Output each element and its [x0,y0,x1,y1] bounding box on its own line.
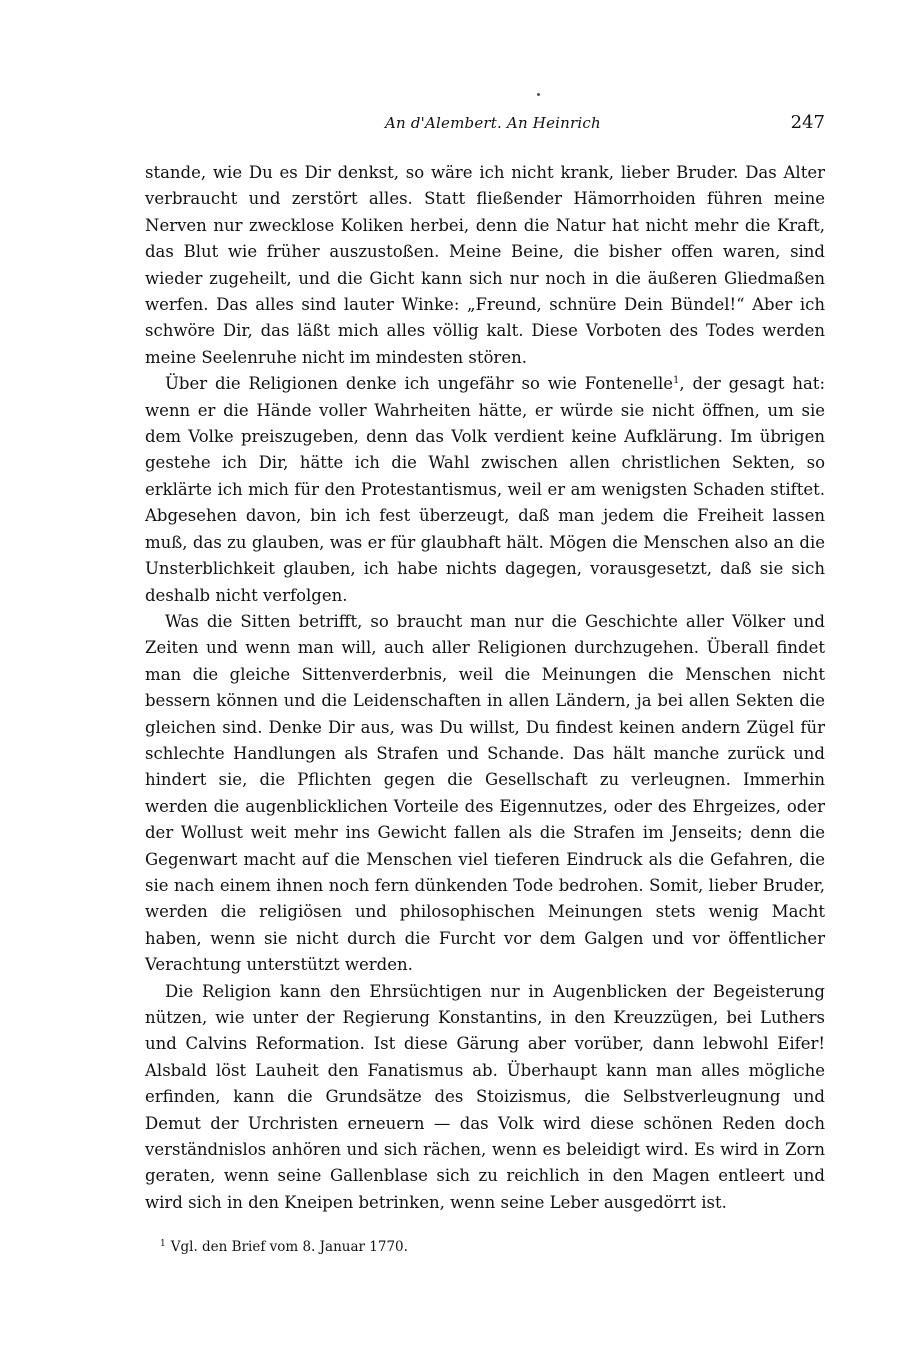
page-number: 247 [790,112,825,133]
footnote-reference: 1 [673,375,680,387]
body-text [145,160,825,1216]
running-title: An d'Alembert. An Heinrich [385,114,601,132]
footnote-text: Vgl. den Brief vom 8. Januar 1770. [170,1239,408,1255]
paragraph-4: Die Religion kann den Ehrsüchtigen nur in Augenblicken der Begeisterung nützen, wie unter der Regierung Konstantins, in den Kreuzzügen, bei Luthers und Calvins Reformation. Ist diese Gärung aber vorüber, dann lebwohl Eifer! Alsbald löst Lauheit den Fanatismus ab. Überhaupt kann man alles mögliche erfinden, kann die Grundsätze des Stoizismus, die Selbstverleugnung und Demut der Urchristen erneuern — das Volk wird diese schönen Reden doch verständnislos anhören und sich rächen, wenn es beleidigt wird. Es wird in Zorn geraten, wenn seine Gallenblase sich zu reichlich in den Magen entleert und wird sich in den Kneipen betrinken, wenn seine Leber ausgedörrt ist. [145,981,825,1212]
paragraph-1: stande, wie Du es Dir denkst, so wäre ich nicht krank, lieber Bruder. Das Alter verbraucht und zerstört alles. Statt fließender Hämorrhoiden führen meine Nerven nur zwecklose Koliken herbei, denn die Natur hat nicht mehr die Kraft, das Blut wie früher auszustoßen. Meine Beine, die bisher offen waren, sind wieder zugeheilt, und die Gicht kann sich nur noch in die äußeren Gliedmaßen werfen. Das alles sind lauter Winke: „Freund, schnüre Dein Bündel!“ Aber ich schwöre Dir, das läßt mich alles völlig kalt. Diese Vorboten des Todes werden meine Seelenruhe nicht im mindesten stören. [145,163,825,367]
footnote [160,1238,760,1256]
paragraph-2 [145,371,825,609]
scan-speck [537,93,540,96]
footnote-marker: 1 [160,1239,166,1249]
paragraph-3: Was die Sitten betrifft, so braucht man nur die Geschichte aller Völker und Zeiten und wenn man will, auch aller Religionen durchzugehen. Überall findet man die gleiche Sittenverderbnis, weil die Meinungen die Menschen nicht bessern können und die Leidenschaften in allen Ländern, ja bei allen Sekten die gleichen sind. Denke Dir aus, was Du willst, Du findest keinen andern Zügel für schlechte Handlungen als Strafen und Schande. Das hält manche zurück und hindert sie, die Pflichten gegen die Gesellschaft zu verleugnen. Immerhin werden die augenblicklichen Vorteile des Eigennutzes, oder des Ehrgeizes, oder der Wollust weit mehr ins Gewicht fallen als die Strafen im Jenseits; denn die Gegenwart macht auf die Menschen viel tieferen Eindruck als die Gefahren, die sie nach einem ihnen noch fern dünkenden Tode bedrohen. Somit, lieber Bruder, werden die religiösen und philosophischen Meinungen stets wenig Macht haben, wenn sie nicht durch die Furcht vor dem Galgen und vor öffentlicher Verachtung unterstützt werden. [145,611,825,975]
page-header [145,112,825,136]
paragraph-2-text-start: Über die Religionen denke ich ungefähr so wie Fontenelle [165,374,674,394]
paragraph-2-text-end: , der gesagt hat: wenn er die Hände voller Wahrheiten hätte, er würde sie nicht öffnen, um sie dem Volke preiszugeben, denn das Volk verdient keine Aufklärung. Im übrigen gestehe ich Dir, hätte ich die Wahl zwischen allen christlichen Sekten, so erklärte ich mich für den Protestantismus, weil er am wenigsten Schaden stiftet. Abgesehen davon, bin ich fest überzeugt, daß man jedem die Freiheit lassen muß, das zu glauben, was er für glaubhaft hält. Mögen die Menschen also an die Unsterblichkeit glauben, ich habe nichts dagegen, vorausgesetzt, daß sie sich deshalb nicht verfolgen. [145,374,825,605]
